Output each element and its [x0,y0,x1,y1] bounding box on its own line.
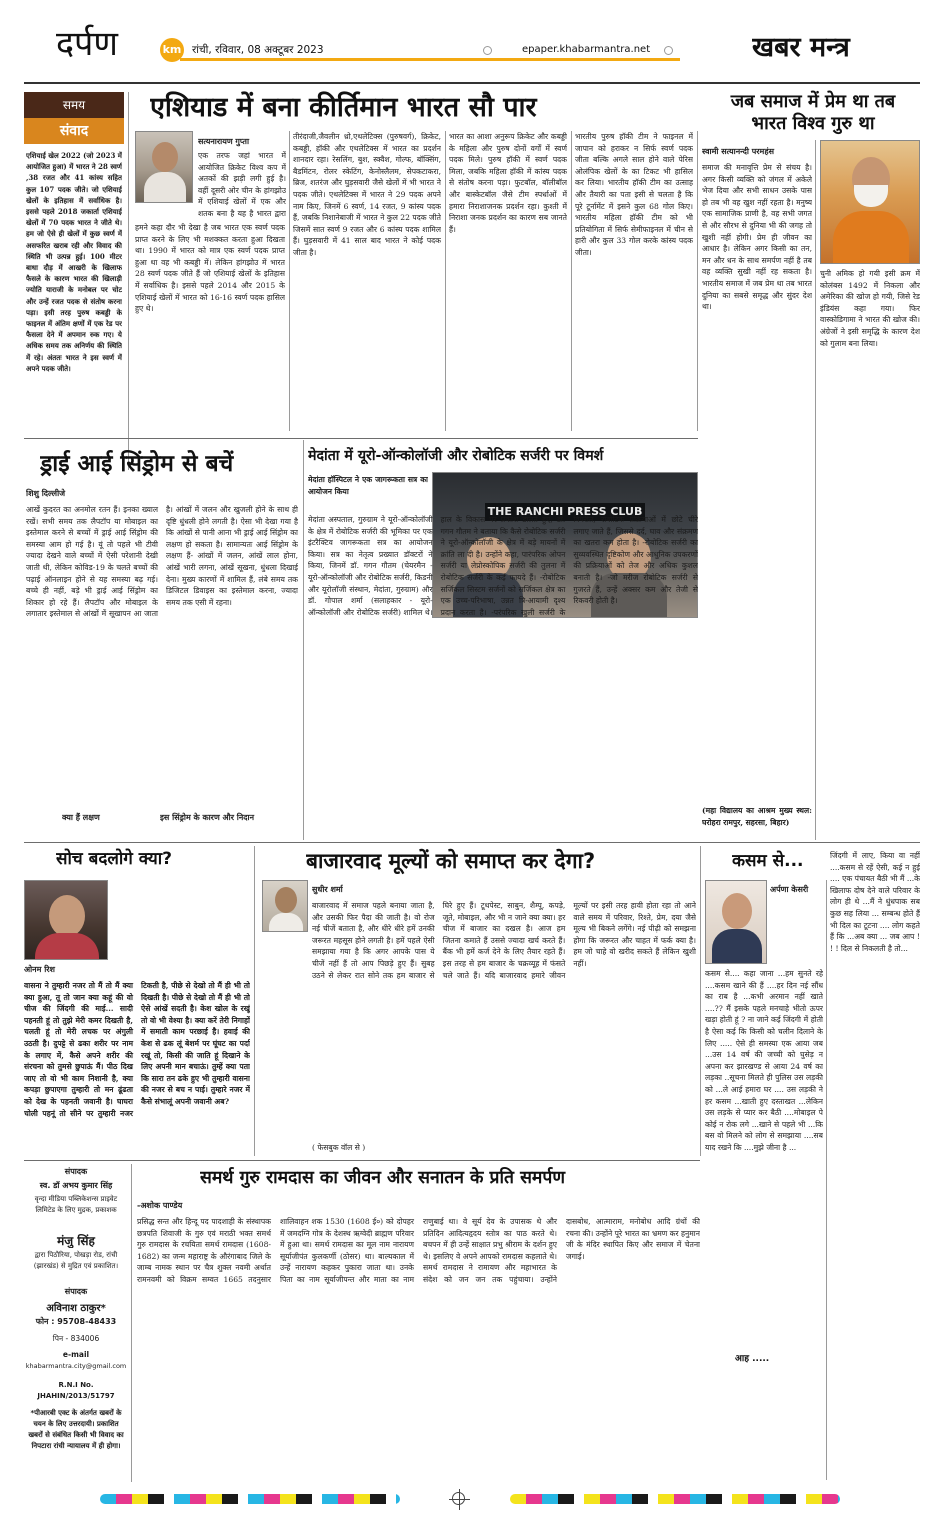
row1-rule [24,438,698,439]
medanta-intro: मेदांता हॉस्पिटल ने एक जागरूकता सत्र का आयोजन किया [308,475,428,496]
imprint-email-label: e-mail [62,1350,90,1359]
kasam-side-text: जिंदगी में लाए, किया वा नहीं ....कसम से रहें ऐसी, कई न हुई .... एक पंचायत बैठी भी मैं ...के खिलाफ दोष देने वाले परिवार के लोग ही थे ...मैं ने धुंधपाक सब कुछ सह लिया ... सम्बन्ध होते हैं भी दिल का टूटना .... लोग कहते हैं कि ...अब क्या ... जब आप ! ! ! दिल से निकलती है तो... [830,851,920,953]
kasam-subhead-aah: आह ..... [735,1354,770,1364]
row2-rule [24,842,920,843]
imprint-box [24,1164,128,1482]
imprint-editor: स्व. डॉ अभय कुमार सिंह [39,1181,113,1190]
imprint-phone: फोन : 95708-48433 [35,1317,117,1326]
imprint-publisher: वृन्दा मीडिया पब्लिकेशन्स प्राइवेट लिमिटेड के लिए मुद्रक, प्रकाशक [34,1195,118,1214]
values-body: बाजारवाद में समाज पहले बनाया जाता है, और उसकी फिर पैदा की जाती है। वो रोज नई चीजें बताता है, और धीरे धीरे हमें उनकी जरूरत महसूस होने लगती है। हमें पहले ऐसी समझाया गया है कि अगर आपके पास ये चीजें नहीं हैं तो आप पिछड़े हुए हैं। सुबह उठने से लेकर रात सोने तक हम बाजार से घिरे हुए हैं। टूथपेस्ट, साबुन, शैम्पू, कपड़े, जूते, मोबाइल, और भी न जाने क्या क्या। हर चीज में बाजार का दखल है। आज हम जितना कमाते हैं उससे ज्यादा खर्च करते हैं। बैंक भी हमें कर्ज देने के लिए तैयार रहते हैं। इस तरह से हम बाजार के चक्रव्यूह में फंसते चले जाते हैं। यदि बाजारवाद हमारे जीवन मूल्यों पर इसी तरह हावी होता रहा तो आने वाले समय में परिवार, रिश्ते, प्रेम, दया जैसे मूल्य भी बिकने लगेंगे। नई पीढ़ी को समझना होगा कि जरूरत और चाहत में फर्क क्या है। हम जो चाहे वो खरीद सकते हैं लेकिन खुशी नहीं। [312,901,696,980]
top-right-byline: स्वामी सत्यानन्दी परमहंस [702,147,774,156]
values-headline: बाजारवाद मूल्यों को समाप्त कर देगा? [306,849,596,873]
cmyk-strip-left [100,1494,400,1504]
kasam-rule [826,880,827,1480]
top-right-rule [815,140,816,840]
poem-body: वासना ने तुम्हारी नजर तो मैं तो मैं क्या क्या हुआ, तू तो जान क्या कहूं की वो चीज की जिंदगी की माई... सादी पहनती हूं तो तुझे मेरी कमर दिखती है, चलती हूं तो मेरी लचक पर अंगुली उठती है। दुपट्टे से ढका शरीर पर नाम के लगाए में, कैसे अपने शरीर की संरचना को तुमसे छुपाऊं मैं। पीठ दिख जाए तो वो भी काम निशानी है, क्या कपड़ा छुपाएगा तुम्हारी तो मन ढूंढता को देख के पहनती जवानी है। घाघरा चोली पहनूं तो सीने पर तुम्हारी नजर टिकती है, पीछे से देखो तो मैं ही भी तो दिखती है। पीछे से देखो तो मैं ही भी तो ऐसे आंखें सदती है। केश खोल के रखूं तो वो भी वेश्या है। क्या करें तेरी निगाहों में समाती काम परछाई है। हवाई की केश से ढक लूं बेशर्म पर घूंघट का पर्दा रखूं तो, किसी की जाति हूं दिखाने के लिए अपनी मान बचाऊं। तुम्हें क्या पता कि सारा तन ढके हुए भी तुम्हारी वासना की नजर से बच न पाई। तुम्हारे नजर में कैसे संभालूं अपनी जवानी अब? [24,981,250,1118]
lead-rule-2 [445,131,446,431]
sidebar-box [24,92,124,470]
date-line: रांची, रविवार, 08 अक्टूबर 2023 [192,44,324,56]
samarth-byline: -अशोक पाण्डेय [137,1201,183,1210]
cmyk-strip-right [510,1494,840,1504]
top-right-side-text: चुनी अमिक हो गयी इसी क्रम में कोलंबस 1492 में निकला और अमेरिका की खोज हो गयी, जिसे रेड इंडियंस कहा गया। फिर वास्कोडिगामा ने भारत की खोज की। अंग्रेजों ने इसी समृद्धि के कारण देश को गुलाम बना लिया। [820,269,920,348]
imprint-editor-2: अविनाश ठाकुर* [46,1303,106,1314]
km-logo-icon: km [160,38,184,62]
dry-eye-headline: ड्राई आई सिंड्रोम से बचें [40,451,234,477]
poem-rule [254,846,255,1156]
lead-byline: सत्यनारायण गुप्ता [198,137,250,146]
author-photo-satyanarayan [135,131,193,203]
poem-author: ओनम रिश [24,965,55,974]
imprint-label: संपादक [64,1167,88,1176]
imprint-address: द्वारा पिठौरिया, पोखड़ा रोड, रांची (झारखंड) से मुद्रित एवं प्रकाशित। [33,1251,119,1270]
values-photo-credit: ( फेसबुक वॉल से ) [312,1143,366,1152]
swami-photo [820,140,920,264]
masthead [0,0,945,82]
kasam-section-head: कसम से... [732,851,804,871]
sudhir-photo [262,880,308,932]
lead-rule-4 [697,131,698,431]
masthead-rule [24,82,920,84]
lead-col-1a: एक तरफ जहां भारत में आयोजित क्रिकेट विश्व कप में अतकों की झड़ी लगी हुई है। वहीं दूसरी ओर चीन के हांगझोउ में एशियाई खेलों में एक और शतक बना है यह है भारत द्वारा [198,151,286,218]
khabar-mantra-brand: खबर मन्त्र [752,32,850,63]
registration-mark-icon [452,1492,465,1505]
medanta-body: मेदांता अस्पताल, गुरुग्राम ने यूरो-ऑन्कोलॉजी के क्षेत्र में रोबोटिक सर्जरी की भूमिका पर एक इंटरैक्टिव जागरूकता सत्र का आयोजन किया। सत्र का नेतृत्व प्रख्यात डॉक्टरों ने किया, जिनमें डॉ. गगन गौतम (चेयरमैन - यूरो-ऑन्कोलॉजी और रोबोटिक सर्जरी, किडनी और यूरोलॉजी संस्थान, मेदांता, गुरुग्राम) और डॉ. गोपाल शर्मा (सलाहकार - यूरो-ऑन्कोलॉजी और रोबोटिक सर्जरी) शामिल थे। हाल के विकास पर प्रकाश डालते हुए, डॉ. गगन गौतम ने बताया कि कैसे रोबोटिक सर्जरी ने यूरो-ऑन्कोलॉजी के क्षेत्र में बड़े मायनों में क्रांति ला दी है। उन्होंने कहा, पारंपरिक ओपन सर्जरी या लेप्रोस्कोपिक सर्जरी की तुलना में रोबोटिक सर्जरी के कई फायदे हैं। -रोबोटिक सर्जिकल सिस्टम सर्जनों को सर्जिकल क्षेत्र का एक उच्च-परिभाषा, उन्नत त्रि-आयामी दृश्य प्रदान करता है। -परंपरिक खुली सर्जरी के विपरीत, रोबोटिक प्रक्रियाओं में छोटे चीरे लगाए जाते हैं, जिससे दर्द, घाव और संक्रमण का खतरा कम होता है। -रोबोटिक सर्जरी का सुव्यवस्थित दृष्टिकोण और आधुनिक उपकरणों की प्रक्रियाओं को तेज और अधिक कुशल बनाती है। -जो मरीज रोबोटिक सर्जरी से गुजरते हैं, उन्हें अक्सर कम और तेजी से रिकवरी होती है। [308,515,698,617]
sidebar-rule [128,92,129,470]
imprint-note: *पीआरबी एक्ट के अंतर्गत खबरों के चयन के लिए उत्तरदायी। प्रकाशित खबरों से संबंधित किसी भी विवाद का निपटारा रांची न्यायालय में ही होगा। [28,1409,124,1450]
top-right-headline-1: जब समाज में प्रेम था तब [730,91,896,112]
lead-col-4: भारतीय पुरुष हॉकी टीम ने फाइनल में जापान को हराकर न सिर्फ स्वर्ण पदक जीता बल्कि अगले साल होने वाले पेरिस ओलंपिक खेलों के का टिकट भी हासिल कर लिया। भारतीय हॉकी टीम का उत्साह और तैयारी का पता इसी से चलता है कि पूरे टूर्नामेंट में इसने कुल 68 गोल किए। भारतीय महिला हॉकी टीम को भी प्रतियोगिता में सिर्फ सेमीफाइनल में चीन से हारी और कुल 33 गोल करके कांस्य पदक जीता। [575,132,693,257]
kasam-author: अर्पणा केसरी [770,885,809,894]
darpan-logo: दर्पण [56,24,118,64]
lead-rule-1 [289,131,290,431]
values-byline: सुधीर शर्मा [312,885,343,894]
web-icon-2 [664,46,673,55]
top-right-body: समाज की मनावृत्ति प्रेम से संचय है। अगर किसी व्यक्ति को जंगल में अकेले भेज दिया और सभी साधन उसके पास हो तब भी वह खुश नहीं रहता है। मनुष्य एक सामाजिक प्राणी है, वह सभी जगत से और सौरभ से दुनिया भी की जगह तो खुशी नहीं होगी। प्रेम ही जीवन का आधार है। लेकिन अगर किसी का तन, मन और धन के साथ समर्पण नहीं है तब वह व्यक्ति सुखी नहीं रह सकता है। भारतीय समाज में जब प्रेम था तब भारत दुनिया का सबसे समृद्ध और सुंदर देश था। [702,163,812,312]
samarth-body: प्रसिद्ध सन्त और हिन्दू पद पादशाही के संस्थापक छत्रपति शिवाजी के गुरु एवं मराठी भक्त समर्थ गुरु रामदास के रचयिता समर्थ रामदास (1608-1682) का जन्म महाराष्ट्र के औरंगाबाद जिले के जाम्ब नामक स्थान पर चैत्र शुक्ल नवमी अर्थात रामनवमी को विक्रम सम्वत 1665 तदनुसार शालिवाहन शक 1530 (1608 ई०) को दोपहर में जमदग्नि गोत्र के देशस्थ ऋग्वेदी ब्राह्मण परिवार में हुआ था। समर्थ रामदास का मूल नाम नारायण सूर्याजीपंत कुलकर्णी (ठोसर) था। बाल्यकाल में उन्हें नारायण कहकर पुकारा जाता था। उनके पिता का नाम सूर्याजीपन्त और माता का नाम राणुबाई था। वे सूर्य देव के उपासक थे और प्रतिदिन आदित्यहृदय स्तोत्र का पाठ करते थे। बचपन में ही उन्हें साक्षात प्रभु श्रीराम के दर्शन हुए थे। इसलिए वे अपने आपको रामदास कहलाते थे। समर्थ रामदास ने रामायण और महाभारत के संदेश को जन जन तक पहुंचाया। उन्होंने दासबोध, आत्माराम, मनोबोध आदि ग्रंथों की रचना की। उन्होंने पूरे भारत का भ्रमण कर हनुमान जी के मंदिर स्थापित किए और समाज में चेतना जगाई। [137,1217,700,1284]
imprint-rule [131,1164,132,1482]
sidebar-text: एशियाई खेल 2022 (जो 2023 में आयोजित हुआ) में भारत ने 28 स्वर्ण ,38 रजत और 41 कांस्य सहित कुल 107 पदक जीते। जो एशियाई खेलों के इतिहास में सर्वाधिक है। इससे पहले 2018 जकार्ता एशियाई खेलों में 70 पदक भारत ने जीते थे। हम जो ऐसे ही खेलों में कुछ स्वर्ण में असफरित खराब रही और विवाद की स्थिति भी उत्पन्न हुई। 100 मीटर बाधा दौड़ में आखरी के खिलाफ फैसले के कारण भारत की खिलाड़ी ज्योति याराजी के मनोबल पर चोट और उन्हें रजत पदक से संतोष करना पड़ा। इसी तरह पुरुष कबड्डी के फाइनल में अंतिम क्षणों में एक रेड पर फैसला देने में अपमान रुक गए। ये अधिक समय तक अनिर्णय की स्थिति में रहे। अंततः भारत ने इस स्वर्ण में अपने पदक जीते। [26,151,122,373]
lead-rule-3 [571,131,572,431]
dry-eye-subhead-2: इस सिंड्रोम के कारण और निदान [160,813,255,822]
dry-eye-subhead-1: क्या हैं लक्षण [62,813,100,822]
imprint-email[interactable]: khabarmantra.city@gmail.com [25,1362,127,1370]
top-right-headline-2: भारत विश्व गुरु था [751,113,875,134]
lead-headline: एशियाड में बना कीर्तिमान भारत सौ पार [150,92,537,123]
kasam-body: कसम से.... कहा जाना ...हम सुनते रहे ....कसम खाने की हैं ....हर दिन नई सौंध का राब है ...कभी अरमान नहीं खाते ....?? मैं इसके पहले मनचाहे भीतो ऊपर खड़ा होती हूं ? ना जाने कई जिंदगी में होती है ऐसा कई कि किसी को चलीन दिलाने के लिए ..... ऐसे ही समस्या एक आया जब ...उस 14 वर्ष की जच्ची को घुसेड़ न अपना कर झारखण्ड से आया 24 वर्ष का लड़का ..सूचना मिलते ही पुलिस उस लड़की को ...ले आई हमारा घर .... उस लड़की ने हर कसम ...खाती हुए दस्ताखत ...लेकिन उस लड़के से प्यार कर बैठी ....मोबाइल पे कोई न रोक लगे ...खाने से पहले भी ...कि बस वो मिलने को लोग से समझाया ....सब याद रखने कि ....मुझे जीना है ... [705,969,823,1152]
sidebar-kicker: समय [24,92,124,118]
top-right-footer: (महा विद्यालय का आश्रम मुख्य स्थल: घरोहरा रामपुर, सहरसा, बिहार) [702,806,812,827]
row3-rule [24,1160,700,1161]
dry-eye-rule [303,440,304,840]
sidebar-title: संवाद [24,118,124,144]
lead-col-1b: हमने कहा दौर भी देखा है जब भारत एक स्वर्ण पदक प्राप्त करने के लिए भी मशक्कत करता हुआ दिखता था। 1990 में भारत को मात्र एक स्वर्ण पदक प्राप्त हुआ था वह भी कबड्डी में। लेकिन हांगझोउ में भारत 28 स्वर्ण पदक जीते हैं जो एशियाई खेलों के इतिहास में सर्वाधिक है। इससे पहले 2014 और 2015 के एशियाई खेलों में भारत को 16-16 स्वर्ण पदक हासिल हुए थे। [135,223,285,314]
dry-eye-body: आखें कुदरत का अनमोल रतन हैं। इनका ख्याल रखें। सभी समय तक लैपटॉप या मोबाइल का इस्तेमाल करने से बच्चों में ड्राई आई सिंड्रोम की समस्या आम हो गई है। यूं तो पहले भी टीवी ज्यादा देखने वाले बच्चों में ऐसी परेशानी देखी जाती थी, लेकिन कोविड-19 के चलते बच्चों की पढ़ाई ऑनलाइन होने से यह समस्या बढ़ गई। बच्चे ही नहीं, बड़े भी ड्राई आई सिंड्रोम का शिकार हो रहे हैं। लैपटॉप और मोबाइल के लगातार इस्तेमाल से आंखों में सूखापन आ जाता है। आंखों में जलन और खुजली होने के साथ ही दृष्टि धुंधली होने लगती है। ऐसा भी देखा गया है कि आंखों से पानी आना भी ड्राई आई सिंड्रोम का लक्षण हो सकता है। सामान्यतः आई सिंड्रोम के लक्षण हैं- आंखों में जलन, आंखें लाल होना, आंखें भारी लगना, आंखें सूखना, धुंधला दिखाई देना। मुख्य कारणों में शामिल हैं, लंबे समय तक डिजिटल डिवाइस का इस्तेमाल करना, ज्यादा समय तक एसी में रहना। [26,505,298,619]
epaper-website[interactable]: epaper.khabarmantra.net [522,44,651,55]
masthead-bar [180,58,680,61]
imprint-pin: पिन - 834006 [52,1334,100,1343]
samarth-headline: समर्थ गुरु रामदास का जीवन और सनातन के प्रति समर्पण [200,1168,565,1188]
poem-section-head: सोच बदलोगे क्या? [56,849,172,869]
imprint-label-2: संपादक [64,1287,88,1296]
press-club-banner: THE RANCHI PRESS CLUB [485,503,645,521]
lead-col-2: तीरंदाजी,जैवलीन थ्रो,एथलेटिक्स (पुरुषवर्ग), क्रिकेट, कबड्डी, हॉकी और एथलेटिक्स में भारत का प्रदर्शन शानदार रहा। रेसलिंग, बुश, स्क्वैश, गोल्फ, बॉक्सिंग, बैडमिंटन, रोलर स्केटिंग, केनोस्लैलम, सेपकटाकरा, ब्रिज, शतरंज और घुड़सवारी जैसे खेलों में भी भारत ने पदक जीते। एथलेटिक्स में भारत ने 29 पदक अपने नाम किए, जिनमें 6 स्वर्ण, 14 रजत, 9 कांस्य पदक हैं, जबकि निशानेबाजी में भारत ने कुल 22 पदक जीते जिसमें सात स्वर्ण 9 रजत और 6 कांस्य पदक शामिल हैं। घुड़सवारी में 41 साल बाद भारत ने कोई पदक जीता है। [293,132,441,257]
web-icon [483,46,492,55]
arpana-photo [705,880,767,964]
values-rule [700,846,701,1156]
imprint-printer: मंजु सिंह [57,1234,95,1248]
lead-col-3: भारत का आशा अनुरूप क्रिकेट और कबड्डी के महिला और पुरुष दोनों वर्गों में स्वर्ण पदक मिले। पुरुष हॉकी में स्वर्ण पदक मिला, जबकि महिला हॉकी में कांस्य पदक से संतोष करना पड़ा। फुटबॉल, बॉलीबॉल और बास्केटबॉल जैसे टीम स्पर्धाओं में हमारा निराशाजनक प्रदर्शन रहा। कुश्ती में निराशा जनक प्रदर्शन का कारण सब जानते हैं। [449,132,567,234]
dry-eye-byline: शिशु दिल्लीजे [26,489,66,498]
imprint-rni: R.N.I No. JHAHIN/2013/51797 [37,1381,115,1400]
medanta-headline: मेदांता में यूरो-ऑन्कोलॉजी और रोबोटिक सर्जरी पर विमर्श [308,448,604,464]
onam-photo [24,880,108,960]
